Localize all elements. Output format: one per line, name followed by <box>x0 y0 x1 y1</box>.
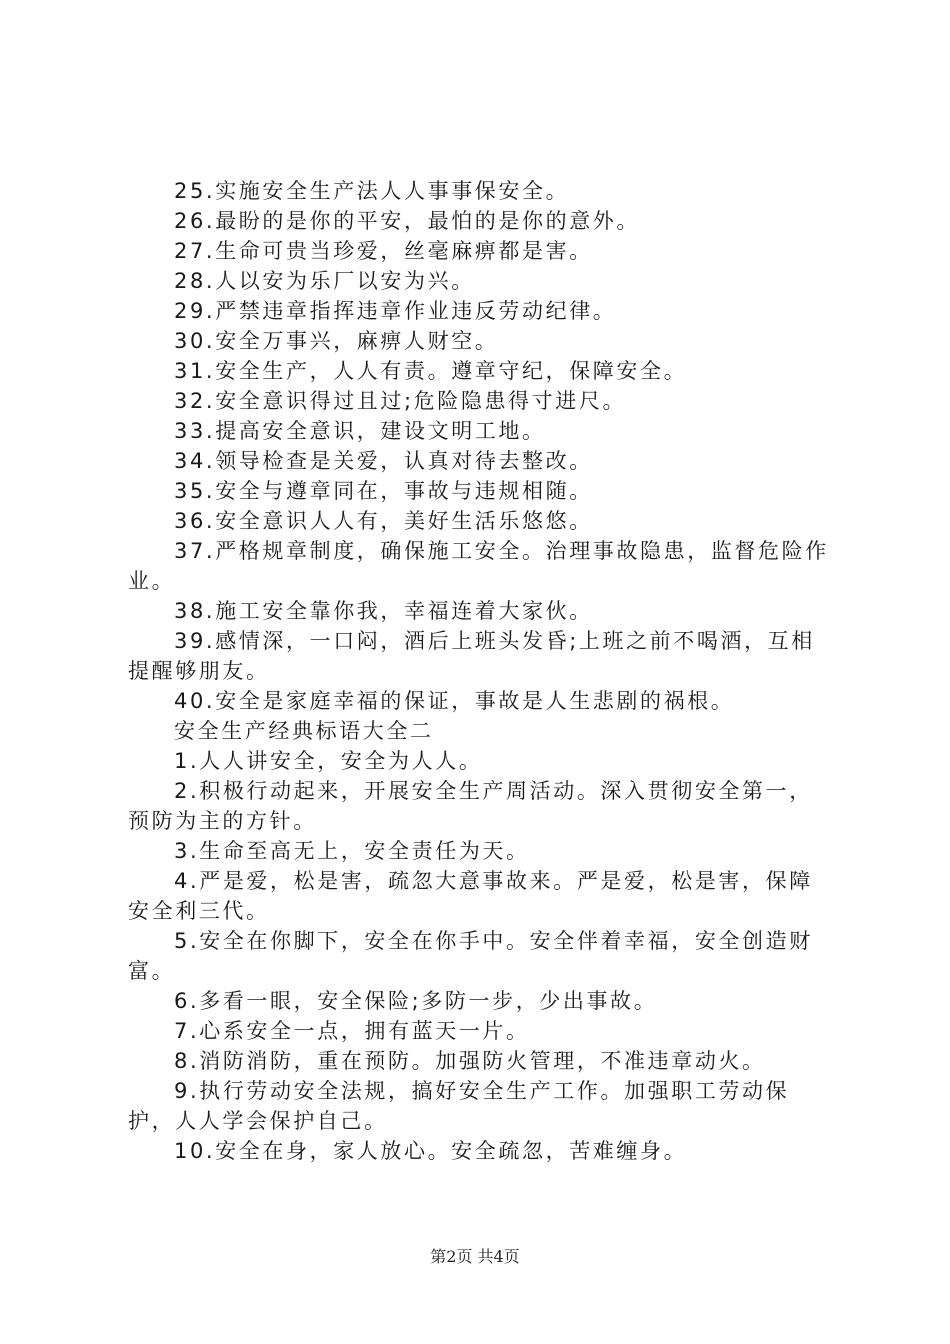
slogan-38: 38.施工安全靠你我，幸福连着大家伙。 <box>174 599 593 623</box>
slogan-4: 4.严是爱，松是害，疏忽大意事故来。严是爱，松是害，保障安全利三代。 <box>128 869 813 923</box>
slogan-9: 9.执行劳动安全法规，搞好安全生产工作。加强职工劳动保护，人人学会保护自己。 <box>128 1079 790 1133</box>
slogan-5: 5.安全在你脚下，安全在你手中。安全伴着幸福，安全创造财富。 <box>128 929 813 983</box>
document-body <box>128 176 834 1166</box>
slogan-40: 40.安全是家庭幸福的保证，事故是人生悲剧的祸根。 <box>174 689 735 713</box>
slogan-28: 28.人以安为乐厂以安为兴。 <box>174 269 475 293</box>
slogan-3: 3.生命至高无上，安全责任为天。 <box>174 839 530 863</box>
slogan-37: 37.严格规章制度，确保施工安全。治理事故隐患，监督危险作业。 <box>128 539 829 593</box>
slogan-35: 35.安全与遵章同在，事故与违规相随。 <box>174 479 593 503</box>
slogan-34: 34.领导检查是关爱，认真对待去整改。 <box>174 449 593 473</box>
slogan-33: 33.提高安全意识，建设文明工地。 <box>174 419 546 443</box>
slogan-7: 7.心系安全一点，拥有蓝天一片。 <box>174 1019 530 1043</box>
slogan-10: 10.安全在身，家人放心。安全疏忽，苦难缠身。 <box>174 1139 688 1163</box>
slogan-36: 36.安全意识人人有，美好生活乐悠悠。 <box>174 509 593 533</box>
slogan-29: 29.严禁违章指挥违章作业违反劳动纪律。 <box>174 299 617 323</box>
slogan-32: 32.安全意识得过且过;危险隐患得寸进尺。 <box>174 389 627 413</box>
page-number-footer: 第2页 共4页 <box>430 1247 520 1266</box>
slogan-31: 31.安全生产，人人有责。遵章守纪，保障安全。 <box>174 359 688 383</box>
section-heading: 安全生产经典标语大全二 <box>174 719 434 743</box>
slogan-1: 1.人人讲安全，安全为人人。 <box>174 749 483 773</box>
slogan-30: 30.安全万事兴，麻痹人财空。 <box>174 329 499 353</box>
slogan-26: 26.最盼的是你的平安，最怕的是你的意外。 <box>174 209 640 233</box>
slogan-6: 6.多看一眼，安全保险;多防一步，少出事故。 <box>174 989 658 1013</box>
slogan-2: 2.积极行动起来，开展安全生产周活动。深入贯彻安全第一，预防为主的方针。 <box>128 779 813 833</box>
slogan-27: 27.生命可贵当珍爱，丝毫麻痹都是害。 <box>174 239 593 263</box>
slogan-25: 25.实施安全生产法人人事事保安全。 <box>174 179 570 203</box>
slogan-8: 8.消防消防，重在预防。加强防火管理，不准违章动火。 <box>174 1049 766 1073</box>
slogan-39: 39.感情深，一口闷，酒后上班头发昏;上班之前不喝酒，互相提醒够朋友。 <box>128 629 815 683</box>
